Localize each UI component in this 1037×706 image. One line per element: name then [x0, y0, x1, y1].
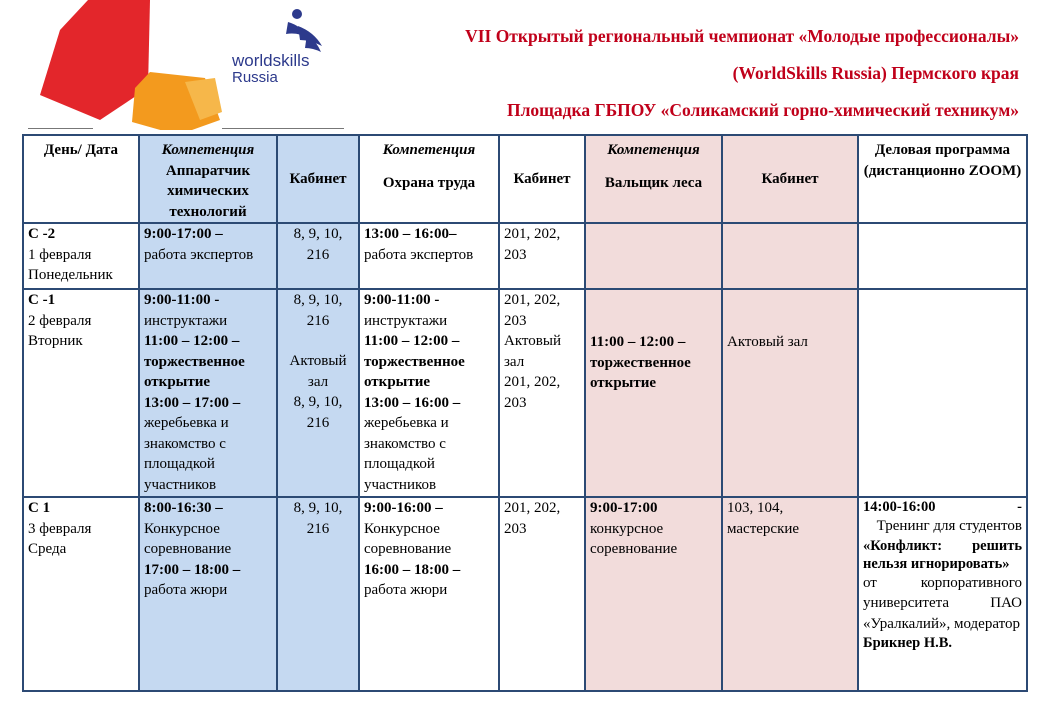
- biz-title: «Конфликт: решить нельзя игнорировать»: [863, 537, 1022, 572]
- business-program-cell: [858, 223, 1027, 289]
- competence-3-cell: [585, 497, 722, 691]
- competence-label: Компетенция: [607, 142, 700, 158]
- business-program-cell: [858, 497, 1027, 691]
- biz-moderator: Брикнер Н.В.: [863, 635, 953, 651]
- time-slot: 8:00-16:30 –: [144, 500, 223, 516]
- time-slot: 9:00-11:00 -: [144, 292, 220, 308]
- header-cabinet-2: Кабинет: [499, 135, 585, 223]
- activity: Конкурсное соревнование: [144, 520, 232, 557]
- competence-label: Компетенция: [161, 142, 255, 158]
- logo-worldskills-text: worldskills: [232, 51, 310, 70]
- cabinet-3-cell: 103, 104, мастерские: [722, 497, 858, 691]
- header-row: [23, 135, 1027, 223]
- day-date: 2 февраля: [28, 312, 92, 329]
- day-code: С -2: [28, 226, 56, 242]
- biz-time: 14:00-16:00: [863, 499, 936, 515]
- competence-name: Вальщик леса: [604, 174, 703, 191]
- cabinet-value: 8, 9, 10, 216: [293, 292, 343, 329]
- activity: инструктажи: [144, 312, 228, 329]
- activity: работа жюри: [144, 582, 228, 598]
- competence-1-cell: [139, 223, 277, 289]
- cabinet-1-cell: 8, 9, 10, 216: [277, 497, 359, 691]
- time-slot: 11:00 – 12:00 – торжественное открытие: [144, 333, 245, 390]
- table-row: [23, 289, 1027, 497]
- cabinet-3-cell: Актовый зал: [722, 289, 858, 497]
- header-competence-2: [359, 135, 499, 223]
- divider-line: [28, 128, 93, 129]
- cabinet-value: 201, 202, 203: [504, 292, 561, 329]
- header-cabinet-3: Кабинет: [722, 135, 858, 223]
- cabinet-1-cell: [277, 289, 359, 497]
- header-business-program: Деловая программа (дистанционно ZOOM): [858, 135, 1027, 223]
- activity: жеребьевка и знакомство с площадкой участников: [364, 415, 449, 493]
- biz-organizer: от корпоративного университета ПАО «Уралкалий», модератор: [863, 574, 1022, 632]
- cabinet-value: Актовый зал: [504, 333, 561, 370]
- time-slot: 11:00 – 12:00 – торжественное открытие: [364, 333, 465, 390]
- logo-russia-text: Russia: [232, 69, 278, 86]
- day-code: С -1: [28, 292, 56, 308]
- header-competence-1: [139, 135, 277, 223]
- day-code: С 1: [28, 500, 51, 516]
- cabinet-2-cell: [499, 289, 585, 497]
- competence-name: Аппаратчик химических технологий: [165, 162, 251, 220]
- time-slot: 9:00-17:00 –: [144, 226, 223, 242]
- competence-3-cell: [585, 223, 722, 289]
- time-slot: 13:00 – 17:00 –: [144, 394, 241, 411]
- time-slot: 9:00-16:00 –: [364, 500, 443, 516]
- cabinet-3-cell: [722, 223, 858, 289]
- document-title: [379, 26, 1019, 137]
- activity: жеребьевка и знакомство с площадкой участников: [144, 415, 229, 493]
- divider-line: [222, 128, 344, 129]
- business-program-cell: [858, 289, 1027, 497]
- competence-2-cell: [359, 223, 499, 289]
- day-date: 3 февраля: [28, 520, 92, 537]
- header-cabinet-1: Кабинет: [277, 135, 359, 223]
- day-cell: [23, 497, 139, 691]
- day-date: 1 февраля: [28, 246, 92, 263]
- worldskills-figure-icon: [286, 9, 322, 52]
- schedule-table: [22, 134, 1028, 692]
- biz-type: Тренинг для студентов: [876, 518, 1022, 534]
- time-slot: 13:00 – 16:00 –: [364, 394, 461, 411]
- time-slot: 17:00 – 18:00 –: [144, 561, 241, 578]
- day-weekday: Среда: [28, 541, 67, 557]
- competence-2-cell: [359, 497, 499, 691]
- cabinet-value: 201, 202, 203: [504, 374, 561, 411]
- title-line-2: (WorldSkills Russia) Пермского края: [732, 63, 1019, 83]
- day-weekday: Понедельник: [28, 267, 113, 283]
- time-slot: 9:00-17:00: [590, 500, 658, 516]
- activity: инструктажи: [364, 312, 448, 329]
- activity: Конкурсное соревнование: [364, 520, 452, 557]
- day-weekday: Вторник: [28, 333, 83, 349]
- header-day: День/ Дата: [23, 135, 139, 223]
- competence-1-cell: [139, 497, 277, 691]
- biz-dash: -: [1017, 499, 1022, 515]
- title-line-1: VII Открытый региональный чемпионат «Молодые профессионалы»: [465, 26, 1019, 46]
- time-slot: 11:00 – 12:00 – торжественное открытие: [590, 334, 691, 391]
- cabinet-2-cell: 201, 202, 203: [499, 497, 585, 691]
- cabinet-2-cell: 201, 202, 203: [499, 223, 585, 289]
- worldskills-logo: [0, 0, 350, 130]
- cabinet-value: 8, 9, 10, 216: [293, 394, 343, 431]
- title-line-3: Площадка ГБПОУ «Соликамский горно-химический техникум»: [506, 100, 1019, 120]
- header-competence-3: [585, 135, 722, 223]
- table-row: [23, 497, 1027, 691]
- cabinet-value: Актовый зал: [289, 353, 347, 390]
- time-slot: 13:00 – 16:00–: [364, 226, 457, 242]
- biz-time-row: [863, 498, 1022, 516]
- activity: работа экспертов: [364, 246, 474, 263]
- day-cell: [23, 289, 139, 497]
- time-slot: 16:00 – 18:00 –: [364, 561, 461, 578]
- table-row: [23, 223, 1027, 289]
- activity: конкурсное соревнование: [590, 520, 678, 557]
- cabinet-1-cell: 8, 9, 10, 216: [277, 223, 359, 289]
- activity: работа экспертов: [144, 246, 254, 263]
- competence-2-cell: [359, 289, 499, 497]
- logo-red-cube: [40, 0, 150, 120]
- competence-1-cell: [139, 289, 277, 497]
- competence-label: Компетенция: [382, 142, 476, 158]
- activity: работа жюри: [364, 582, 448, 598]
- time-slot: 9:00-11:00 -: [364, 292, 440, 308]
- competence-3-cell: [585, 289, 722, 497]
- day-cell: [23, 223, 139, 289]
- competence-name: Охрана труда: [382, 174, 476, 191]
